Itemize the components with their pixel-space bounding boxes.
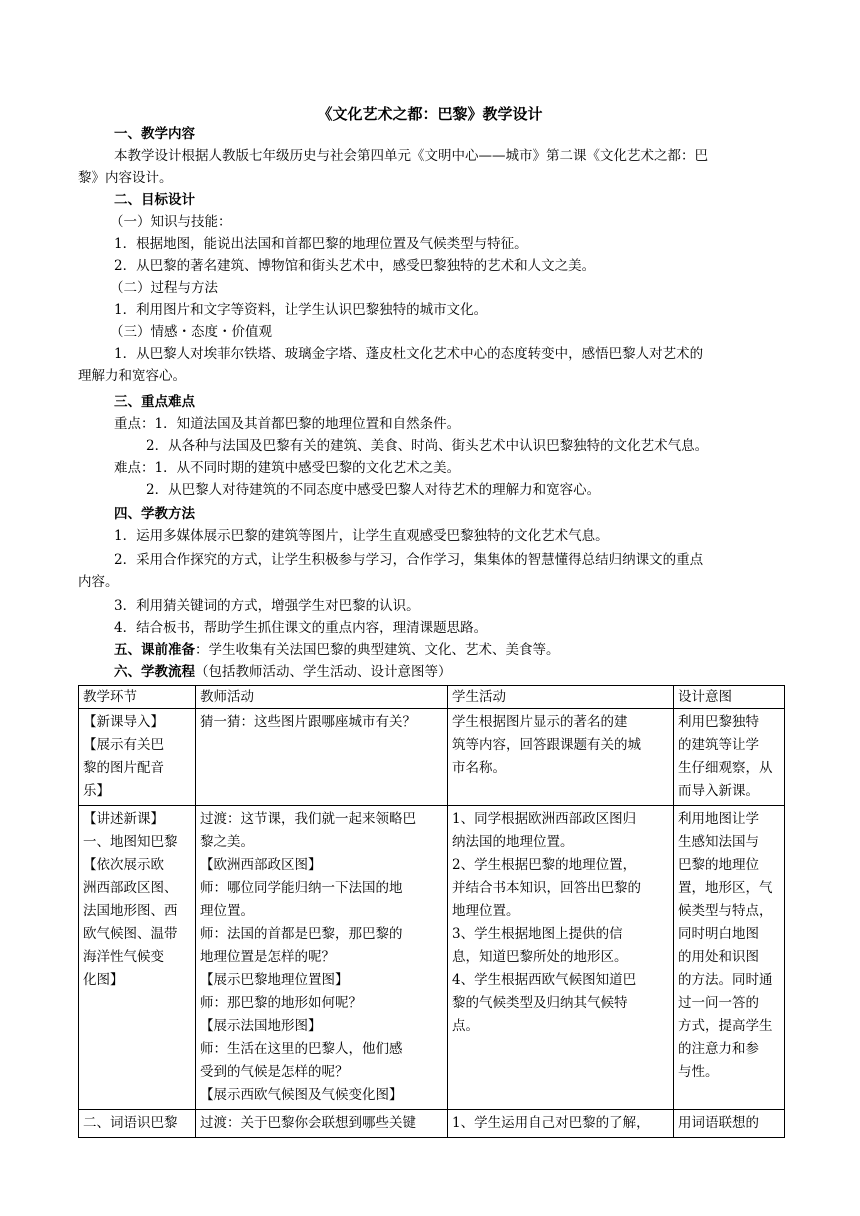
cell-line: 化图】 — [83, 972, 124, 988]
stage-cell — [79, 709, 196, 806]
cell-line: 点。 — [452, 1018, 479, 1034]
cell-line: 并结合书本知识，回答出巴黎的 — [452, 880, 641, 896]
cell-line: 【讲述新课】 — [83, 811, 164, 827]
teacher-cell — [196, 709, 448, 806]
cell-line: 乐】 — [83, 783, 110, 799]
cell-line: 过渡：关于巴黎你会联想到哪些关键 — [200, 1115, 416, 1131]
cell-line: 师：法国的首都是巴黎，那巴黎的 — [200, 926, 403, 942]
cell-line: 置，地形区，气 — [678, 880, 773, 896]
header-intent: 设计意图 — [674, 686, 785, 709]
method-item-3: 3．利用猜关键词的方式，增强学生对巴黎的认识。 — [114, 598, 420, 614]
cell-line: 二、词语识巴黎 — [83, 1115, 178, 1131]
cell-line: 猜一猜：这些图片跟哪座城市有关？ — [200, 714, 416, 730]
section-heading-preparation: 五、课前准备 — [114, 642, 195, 658]
method-item-2-line-2: 内容。 — [78, 574, 119, 590]
stage-cell — [79, 1110, 196, 1138]
cell-line: 利用地图让学 — [678, 811, 759, 827]
cell-line: 欧气候图、温带 — [83, 926, 178, 942]
table-header-row — [79, 686, 785, 709]
subheading-knowledge: （一）知识与技能： — [110, 214, 232, 230]
intent-cell — [674, 1110, 785, 1138]
preparation-line — [114, 640, 818, 661]
cell-line: 1、学生运用自己对巴黎的了解， — [452, 1115, 650, 1131]
table-row — [79, 709, 785, 806]
method-item-1: 1．运用多媒体展示巴黎的建筑等图片，让学生直观感受巴黎独特的文化艺术气息。 — [114, 528, 609, 544]
cell-line: 黎之美。 — [200, 834, 254, 850]
cell-line: 地理位置。 — [452, 903, 520, 919]
cell-line: 4、学生根据西欧气候图知道巴 — [452, 972, 637, 988]
subheading-process: （二）过程与方法 — [110, 280, 218, 296]
intent-cell — [674, 709, 785, 806]
stage-cell — [79, 806, 196, 1110]
paragraph-content-line-1: 本教学设计根据人教版七年级历史与社会第四单元《文明中心——城市》第二课《文化艺术之都：巴 — [114, 148, 708, 164]
cell-line: 巴黎的地理位 — [678, 857, 759, 873]
cell-line: 用词语联想的 — [678, 1115, 759, 1131]
cell-line: 而导入新课。 — [678, 783, 759, 799]
table-row — [79, 806, 785, 1110]
table-row — [79, 1110, 785, 1138]
subheading-values: （三）情感・态度・价值观 — [110, 324, 272, 340]
key-point-2: 2．从各种与法国及巴黎有关的建筑、美食、时尚、街头艺术中认识巴黎独特的文化艺术气息。 — [146, 438, 709, 454]
header-student: 学生活动 — [448, 686, 674, 709]
header-stage: 教学环节 — [79, 686, 196, 709]
cell-line: 【展示西欧气候图及气候变化图】 — [200, 1087, 403, 1103]
cell-line: 【依次展示欧 — [83, 857, 164, 873]
process-line — [114, 662, 818, 683]
intent-cell — [674, 806, 785, 1110]
student-cell — [448, 709, 674, 806]
cell-line: 与性。 — [678, 1064, 719, 1080]
objective-item-2: 2．从巴黎的著名建筑、博物馆和街头艺术中，感受巴黎独特的艺术和人文之美。 — [114, 258, 596, 274]
cell-line: 【展示有关巴 — [83, 737, 164, 753]
cell-line: 【展示巴黎地理位置图】 — [200, 972, 349, 988]
cell-line: 利用巴黎独特 — [678, 714, 759, 730]
cell-line: 纳法国的地理位置。 — [452, 834, 574, 850]
cell-line: 法国地形图、西 — [83, 903, 178, 919]
cell-line: 过一问一答的 — [678, 995, 759, 1011]
preparation-text: ：学生收集有关法国巴黎的典型建筑、文化、艺术、美食等。 — [195, 642, 560, 658]
cell-line: 洲西部政区图、 — [83, 880, 178, 896]
cell-line: 理位置。 — [200, 903, 254, 919]
student-cell — [448, 1110, 674, 1138]
difficulty-2: 2．从巴黎人对待建筑的不同态度中感受巴黎人对待艺术的理解力和宽容心。 — [146, 482, 601, 498]
section-heading-key-points: 三、重点难点 — [114, 394, 195, 410]
cell-line: 市名称。 — [452, 760, 506, 776]
cell-line: 【展示法国地形图】 — [200, 1018, 322, 1034]
cell-line: 过渡：这节课，我们就一起来领略巴 — [200, 811, 416, 827]
section-heading-objectives: 二、目标设计 — [114, 192, 195, 208]
objective-item-4-line-2: 理解力和宽容心。 — [78, 368, 186, 384]
section-heading-process: 六、学教流程 — [114, 664, 195, 680]
cell-line: 黎的图片配音 — [83, 760, 164, 776]
cell-line: 同时明白地图 — [678, 926, 759, 942]
cell-line: 的注意力和参 — [678, 1041, 759, 1057]
paragraph-content-line-2: 黎》内容设计。 — [78, 170, 173, 186]
cell-line: 息，知道巴黎所处的地形区。 — [452, 949, 628, 965]
cell-line: 1、同学根据欧洲西部政区图归 — [452, 811, 637, 827]
cell-line: 【新课导入】 — [83, 714, 164, 730]
cell-line: 3、学生根据地图上提供的信 — [452, 926, 623, 942]
cell-line: 的用处和识图 — [678, 949, 759, 965]
cell-line: 师：哪位同学能归纳一下法国的地 — [200, 880, 403, 896]
cell-line: 2、学生根据巴黎的地理位置， — [452, 857, 637, 873]
difficulty-1: 难点：1．从不同时期的建筑中感受巴黎的文化艺术之美。 — [114, 460, 461, 476]
cell-line: 筑等内容，回答跟课题有关的城 — [452, 737, 641, 753]
cell-line: 【欧洲西部政区图】 — [200, 857, 322, 873]
cell-line: 方式，提高学生 — [678, 1018, 773, 1034]
cell-line: 生仔细观察，从 — [678, 760, 773, 776]
cell-line: 师：生活在这里的巴黎人，他们感 — [200, 1041, 403, 1057]
section-heading-methods: 四、学教方法 — [114, 506, 195, 522]
cell-line: 黎的气候类型及归纳其气候特 — [452, 995, 628, 1011]
objective-item-4-line-1: 1．从巴黎人对埃菲尔铁塔、玻璃金字塔、蓬皮杜文化艺术中心的态度转变中，感悟巴黎人对艺术的 — [114, 346, 704, 362]
objective-item-3: 1．利用图片和文字等资料，让学生认识巴黎独特的城市文化。 — [114, 302, 488, 318]
cell-line: 候类型与特点， — [678, 903, 773, 919]
cell-line: 海洋性气候变 — [83, 949, 164, 965]
process-note: （包括教师活动、学生活动、设计意图等） — [195, 664, 452, 680]
cell-line: 一、地图知巴黎 — [83, 834, 178, 850]
cell-line: 的建筑等让学 — [678, 737, 759, 753]
teacher-cell — [196, 1110, 448, 1138]
section-heading-content: 一、教学内容 — [114, 126, 195, 142]
cell-line: 受到的气候是怎样的呢？ — [200, 1064, 349, 1080]
cell-line: 生感知法国与 — [678, 834, 759, 850]
key-point-1: 重点：1．知道法国及其首都巴黎的地理位置和自然条件。 — [114, 416, 461, 432]
cell-line: 学生根据图片显示的著名的建 — [452, 714, 628, 730]
cell-line: 的方法。同时通 — [678, 972, 773, 988]
document-title: 《文化艺术之都：巴黎》教学设计 — [317, 105, 543, 123]
objective-item-1: 1．根据地图，能说出法国和首都巴黎的地理位置及气候类型与特征。 — [114, 236, 528, 252]
teacher-cell — [196, 806, 448, 1110]
teaching-flow-table — [78, 685, 785, 1138]
method-item-2-line-1: 2．采用合作探究的方式，让学生积极参与学习，合作学习，集集体的智慧懂得总结归纳课文的重点 — [114, 552, 704, 568]
student-cell — [448, 806, 674, 1110]
method-item-4: 4．结合板书，帮助学生抓住课文的重点内容，理清课题思路。 — [114, 620, 488, 636]
cell-line: 地理位置是怎样的呢？ — [200, 949, 335, 965]
cell-line: 师：那巴黎的地形如何呢？ — [200, 995, 362, 1011]
header-teacher: 教师活动 — [196, 686, 448, 709]
